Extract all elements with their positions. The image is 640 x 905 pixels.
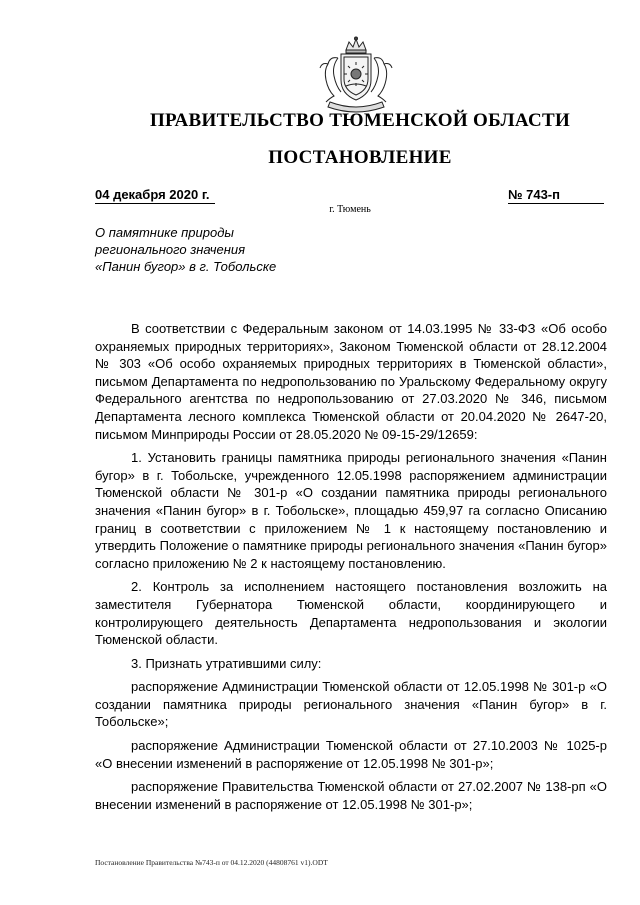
document-subject (95, 224, 355, 275)
body-paragraph: распоряжение Администрации Тюменской области от 27.10.2003 № 1025-р «О внесении изменений в распоряжение от 12.05.1998 № 301-р»; (95, 738, 607, 771)
subject-line: «Панин бугор» в г. Тобольске (95, 259, 277, 274)
document-body (95, 320, 607, 813)
body-paragraph: распоряжение Администрации Тюменской области от 12.05.1998 № 301-р «О создании памятника природы регионального значения «Панин бугор» в г. Тобольске»; (95, 679, 607, 730)
document-type: ПОСТАНОВЛЕНИЕ (268, 147, 452, 168)
body-paragraph: распоряжение Правительства Тюменской области от 27.02.2007 № 138-рп «О внесении изменений в распоряжение от 12.05.1998 № 301-р»; (95, 779, 607, 812)
subject-line: регионального значения (95, 242, 246, 257)
document-date: 04 декабря 2020 г. (95, 187, 215, 204)
body-paragraph: 2. Контроль за исполнением настоящего постановления возложить на заместителя Губернатора Тюменской области, координирующего и контролирующего деятельность Департамента недропользования и экологии Тюменской области. (95, 579, 607, 648)
subject-line: О памятнике природы (95, 225, 234, 240)
document-city: г. Тюмень (329, 204, 371, 215)
body-paragraph: 3. Признать утратившими силу: (131, 655, 322, 671)
government-title: ПРАВИТЕЛЬСТВО ТЮМЕНСКОЙ ОБЛАСТИ (149, 110, 571, 131)
coat-of-arms-icon (308, 36, 404, 118)
document-footer: Постановление Правительства №743-п от 04.12.2020 (44808761 v1).ODT (95, 858, 328, 867)
document-number: № 743-п (508, 187, 604, 204)
body-paragraph: 1. Установить границы памятника природы регионального значения «Панин бугор» в г. Тобольске, учрежденного 12.05.1998 распоряжением администрации Тюменской области № 301-р «О создании памятника природы регионального значения «Панин бугор» в г. Тобольске», площадью 459,97 га согласно Описанию границ в соответствии с приложением № 1 к настоящему постановлению и утвердить Положение о памятнике природы регионального значения «Панин бугор» согласно приложению № 2 к настоящему постановлению. (95, 450, 607, 571)
body-paragraph: В соответствии с Федеральным законом от 14.03.1995 № 33-ФЗ «Об особо охраняемых природных территориях», Законом Тюменской области от 28.12.2004 № 303 «Об особо охраняемых природных территориях в Тюменской области», письмом Департамента по недропользованию по Уральскому Федеральному округу Федерального агентства по недропользованию от 27.03.2020 № 346, письмом Департамента лесного комплекса Тюменской области от 20.04.2020 № 2647-20, письмом Минприроды России от 28.05.2020 № 09-15-29/12659: (95, 321, 607, 442)
